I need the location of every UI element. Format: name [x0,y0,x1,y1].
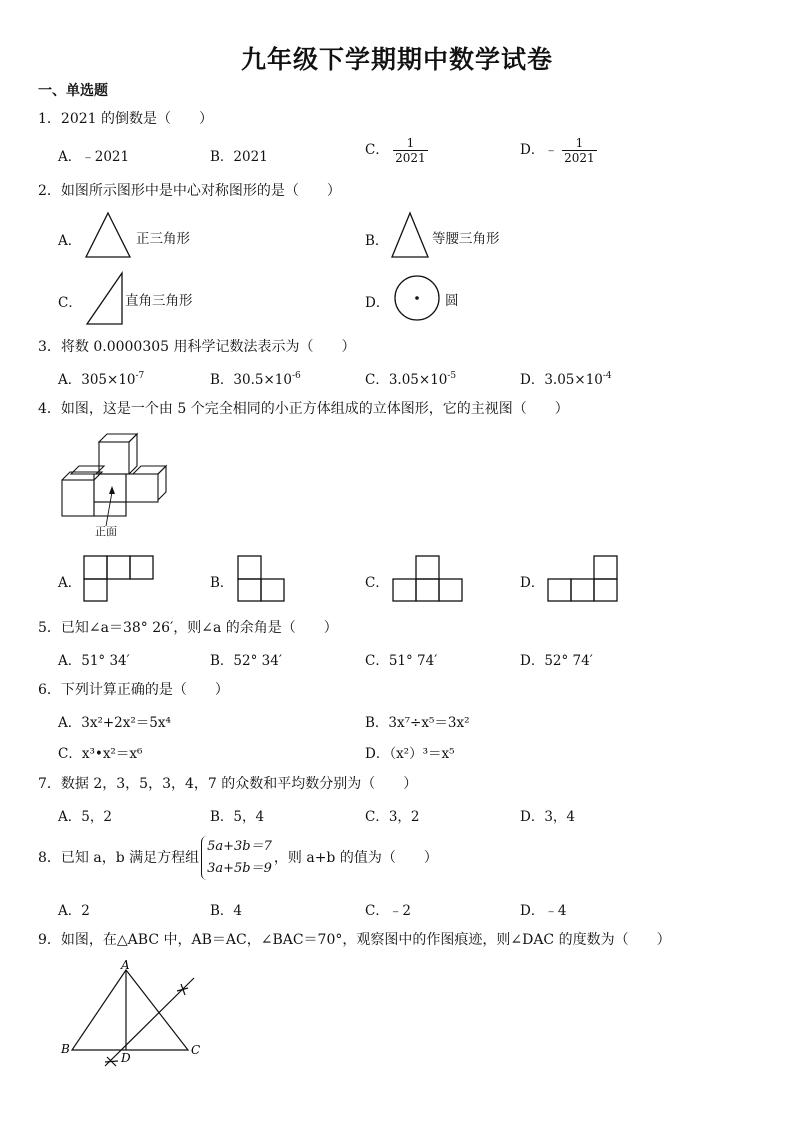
q1-option-d[interactable] [520,136,597,165]
triangle-construction-figure [60,958,210,1070]
q5-option-c[interactable]: C．51° 74′ [365,653,438,669]
q6-option-a[interactable]: A．3x²+2x²＝5x⁴ [58,715,171,731]
q8-text-after: ，则 a+b 的值为（ ） [273,850,438,866]
q1-option-b[interactable]: B．2021 [210,149,268,165]
q1-option-a[interactable]: A．﹣2021 [58,149,130,165]
page-title: 九年级下学期期中数学试卷 [240,45,553,74]
question-8 [38,836,438,880]
vertex-a-label: A [121,958,130,972]
q4-option-b[interactable]: B． [210,575,234,591]
question-1: 1．2021 的倒数是（ ） [38,111,213,127]
q1-option-d-letter: D．﹣ [520,142,558,158]
q5-option-b[interactable]: B．52° 34′ [210,653,282,669]
fraction-numerator: 1 [406,136,415,150]
q3-option-a[interactable] [58,368,144,388]
q3-option-d[interactable] [520,368,612,388]
q4-option-c[interactable]: C． [365,575,389,591]
question-5: 5．已知∠a＝38° 26′，则∠a 的余角是（ ） [38,620,338,636]
section-heading: 一、单选题 [38,83,108,99]
q6-option-c[interactable]: C．x³•x²＝x⁶ [58,746,143,762]
question-7: 7．数据 2，3，5，3，4，7 的众数和平均数分别为（ ） [38,776,418,792]
equation-1: 5a+3b＝7 [207,839,272,854]
q1-option-c-fraction [393,136,428,165]
option-text: D．3.05×10 [520,372,603,388]
isosceles-triangle-figure [389,211,431,259]
vertex-c-label: C [191,1043,201,1057]
option-text: A．305×10 [58,372,136,388]
q2-option-b-label: 等腰三角形 [432,231,500,247]
option-text: C．3.05×10 [365,372,448,388]
q8-option-d[interactable]: D．﹣4 [520,903,567,919]
q4-option-b-view [236,554,288,604]
q5-option-d[interactable]: D．52° 74′ [520,653,593,669]
q8-text-before: 8．已知 a，b 满足方程组 [38,850,200,866]
q8-option-a[interactable]: A．2 [58,903,90,919]
q4-option-a[interactable]: A． [58,575,82,591]
q3-option-b[interactable] [210,368,301,388]
equation-2: 3a+5b＝9 [207,861,272,876]
fraction-denominator: 2021 [564,151,595,165]
point-d-label: D [121,1051,131,1065]
q2-option-a[interactable]: A． [58,233,82,249]
q1-option-d-fraction [562,136,597,165]
q2-option-c[interactable]: C． [58,295,82,311]
fraction-numerator: 1 [575,136,584,150]
q1-option-c-letter: C． [365,142,389,158]
q5-option-a[interactable]: A．51° 34′ [58,653,130,669]
equation-system [201,836,272,880]
q4-option-d-view [546,554,620,604]
q6-option-d[interactable]: D．（x²）³＝x⁵ [365,746,455,762]
q7-option-c[interactable]: C．3，2 [365,809,420,825]
q8-option-b[interactable]: B．4 [210,903,243,919]
exponent: -4 [602,371,612,381]
q7-option-d[interactable]: D．3，4 [520,809,576,825]
circle-figure [393,274,441,322]
q4-option-c-view [391,554,465,604]
fraction-denominator: 2021 [395,151,426,165]
q8-option-c[interactable]: C．﹣2 [365,903,411,919]
q4-option-d[interactable]: D． [520,575,545,591]
question-9: 9．如图，在△ABC 中，AB＝AC，∠BAC＝70°，观察图中的作图痕迹，则∠DAC 的度数为（ ） [38,932,671,948]
q2-option-b[interactable]: B． [365,233,389,249]
q2-option-d[interactable]: D． [365,295,390,311]
question-4: 4．如图，这是一个由 5 个完全相同的小正方体组成的立体图形，它的主视图（ ） [38,401,569,417]
exponent: -7 [135,371,145,381]
question-2: 2．如图所示图形中是中心对称图形的是（ ） [38,183,341,199]
option-text: B．30.5×10 [210,372,292,388]
question-6: 6．下列计算正确的是（ ） [38,682,229,698]
question-3: 3．将数 0.0000305 用科学记数法表示为（ ） [38,339,356,355]
equilateral-triangle-figure [84,211,132,259]
q2-option-a-label: 正三角形 [136,231,190,247]
q2-option-c-label: 直角三角形 [125,293,193,309]
right-triangle-figure [85,271,125,327]
exponent: -6 [291,371,301,381]
q2-option-d-label: 圆 [445,293,459,309]
exponent: -5 [447,371,457,381]
q7-option-b[interactable]: B．5，4 [210,809,265,825]
q7-option-a[interactable]: A．5，2 [58,809,112,825]
vertex-b-label: B [61,1042,70,1056]
q6-option-b[interactable]: B．3x⁷÷x⁵＝3x² [365,715,470,731]
q3-option-c[interactable] [365,368,456,388]
front-label: 正面 [95,525,117,538]
q4-option-a-view [82,554,156,604]
q1-option-c[interactable] [365,136,428,165]
